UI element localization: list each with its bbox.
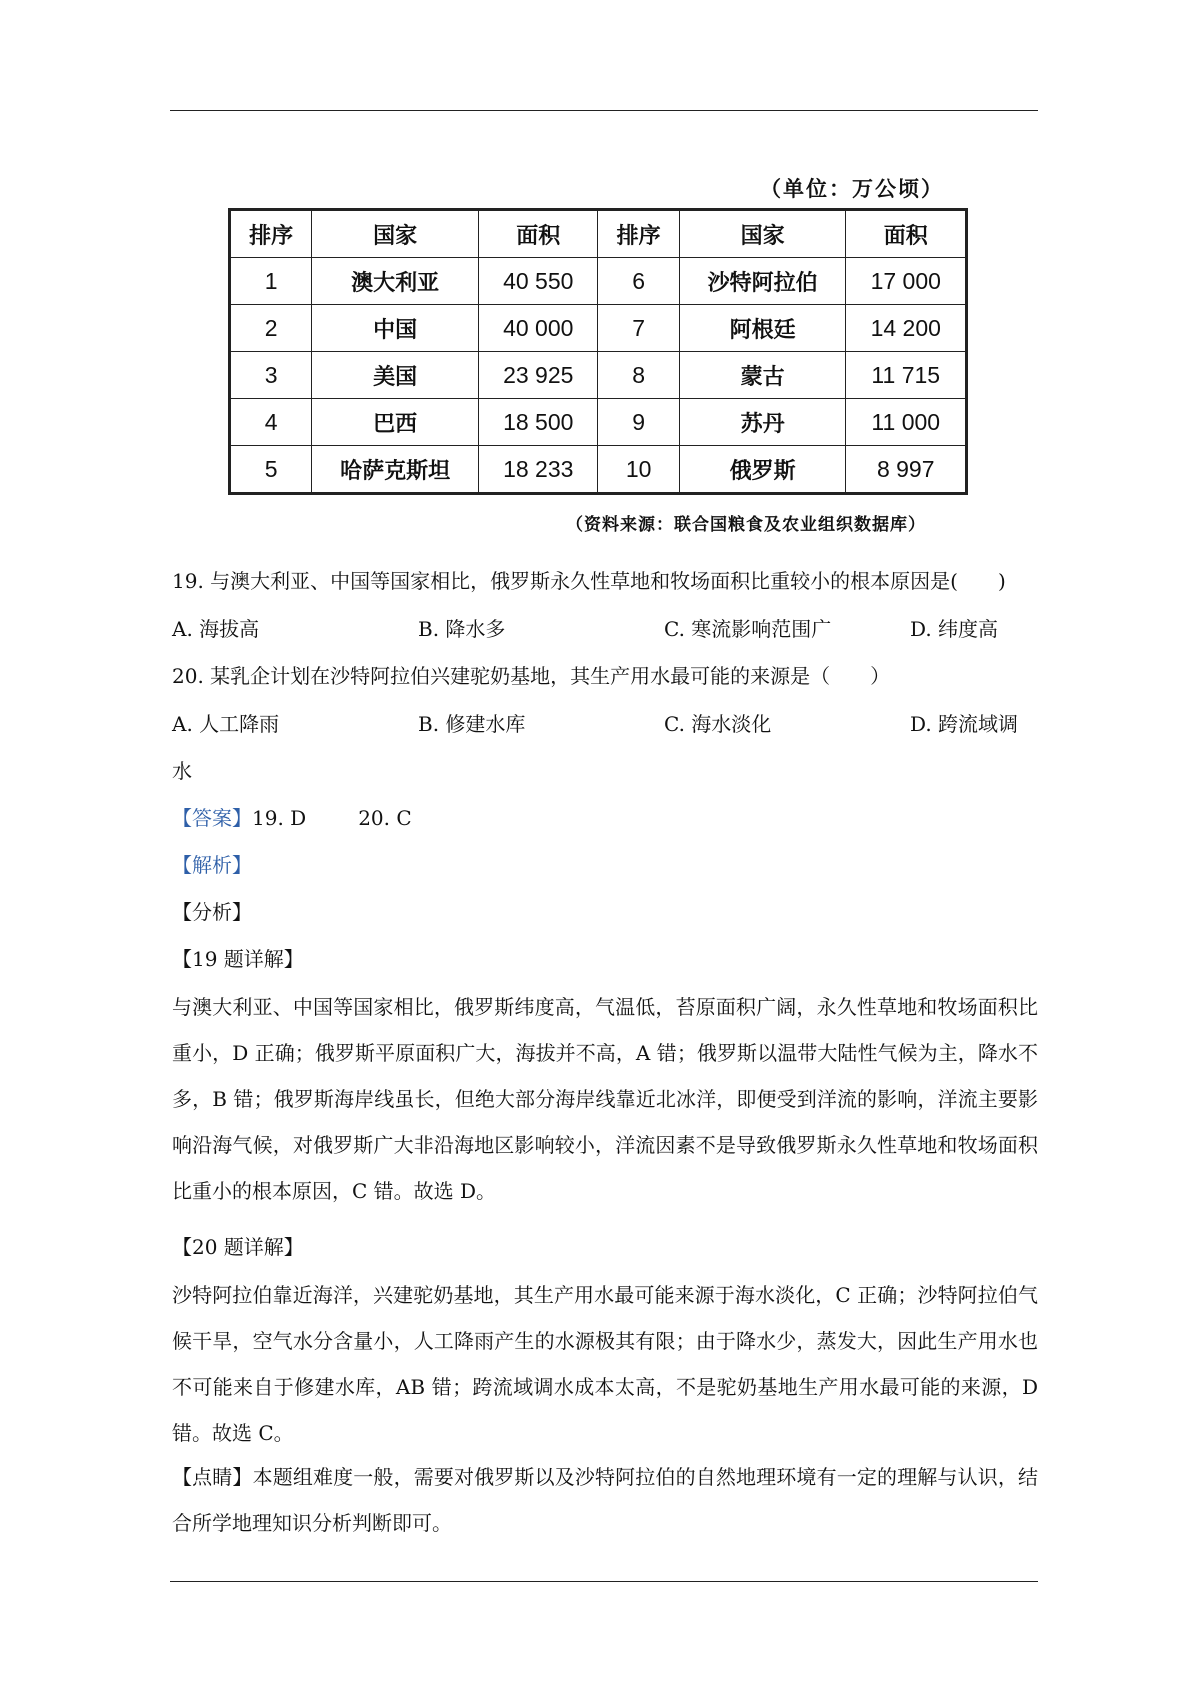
question-20-options — [172, 709, 1040, 739]
table-cell: 14 200 — [846, 305, 967, 352]
table-cell: 俄罗斯 — [679, 446, 846, 494]
header-cell: 面积 — [846, 210, 967, 258]
answer-20: 20. C — [358, 806, 412, 830]
table-cell: 美国 — [312, 352, 479, 399]
table-cell: 17 000 — [846, 258, 967, 305]
answer-tag: 【答案】 — [172, 806, 252, 830]
table-cell: 1 — [230, 258, 312, 305]
question-19: 19. 与澳大利亚、中国等国家相比，俄罗斯永久性草地和牧场面积比重较小的根本原因是( ) — [172, 569, 1006, 593]
footer-rule — [170, 1581, 1038, 1582]
detail-19-tag: 【19 题详解】 — [172, 947, 304, 971]
header-cell: 国家 — [679, 210, 846, 258]
table-row — [230, 352, 967, 399]
table-cell: 巴西 — [312, 399, 479, 446]
table-header-row — [230, 210, 967, 258]
header-cell: 国家 — [312, 210, 479, 258]
detail-19-text: 与澳大利亚、中国等国家相比，俄罗斯纬度高，气温低，苔原面积广阔，永久性草地和牧场面积比重小，D 正确；俄罗斯平原面积广大，海拔并不高，A 错；俄罗斯以温带大陆性气候为主，降水不多，B 错；俄罗斯海岸线虽长，但绝大部分海岸线靠近北冰洋，即便受到洋流的影响，洋流主要影响沿海气候，对俄罗斯广大非沿海地区影响较小，洋流因素不是导致俄罗斯永久性草地和牧场面积比重小的根本原因，C 错。故选 D。 — [172, 995, 1038, 1203]
table-source: （资料来源：联合国粮食及农业组织数据库） — [566, 515, 926, 535]
analysis-tag: 【解析】 — [172, 853, 252, 877]
table-cell: 澳大利亚 — [312, 258, 479, 305]
table-cell: 10 — [598, 446, 679, 494]
fenxi-tag: 【分析】 — [172, 900, 252, 924]
table-cell: 8 — [598, 352, 679, 399]
point-text: 本题组难度一般，需要对俄罗斯以及沙特阿拉伯的自然地理环境有一定的理解与认识，结合所学地理知识分析判断即可。 — [172, 1465, 1039, 1535]
table-cell: 40 550 — [479, 258, 598, 305]
table-row — [230, 305, 967, 352]
question-20: 20. 某乳企计划在沙特阿拉伯兴建驼奶基地，其生产用水最可能的来源是（ ） — [172, 664, 891, 688]
table-cell: 4 — [230, 399, 312, 446]
table-cell: 18 500 — [479, 399, 598, 446]
table-cell: 11 715 — [846, 352, 967, 399]
answer-line — [172, 803, 412, 833]
table-row — [230, 446, 967, 494]
option-a: A. 海拔高 — [172, 617, 260, 641]
point-paragraph — [172, 1454, 1038, 1546]
table-cell: 8 997 — [846, 446, 967, 494]
header-cell: 排序 — [598, 210, 679, 258]
table-cell: 18 233 — [479, 446, 598, 494]
table-cell: 阿根廷 — [679, 305, 846, 352]
detail-20-tag: 【20 题详解】 — [172, 1235, 304, 1259]
option-d: D. 纬度高 — [910, 617, 999, 641]
option-c: C. 寒流影响范围广 — [664, 617, 832, 641]
table-row — [230, 399, 967, 446]
table-cell: 3 — [230, 352, 312, 399]
option-d: D. 跨流域调 — [910, 712, 1019, 736]
table-row — [230, 258, 967, 305]
question-19-options — [172, 614, 1040, 644]
table-cell: 5 — [230, 446, 312, 494]
answer-19: 19. D — [252, 806, 307, 830]
table-cell: 11 000 — [846, 399, 967, 446]
option-a: A. 人工降雨 — [172, 712, 280, 736]
table-cell: 9 — [598, 399, 679, 446]
table-cell: 2 — [230, 305, 312, 352]
table-cell: 6 — [598, 258, 679, 305]
detail-20-text: 沙特阿拉伯靠近海洋，兴建驼奶基地，其生产用水最可能来源于海水淡化，C 正确；沙特阿拉伯气候干旱，空气水分含量小，人工降雨产生的水源极其有限；由于降水少，蒸发大，因此生产用水也不可能来自于修建水库，AB 错；跨流域调水成本太高，不是驼奶基地生产用水最可能的来源，D 错。故选 C。 — [172, 1283, 1038, 1445]
table-cell: 40 000 — [479, 305, 598, 352]
option-b: B. 修建水库 — [418, 712, 526, 736]
table-cell: 23 925 — [479, 352, 598, 399]
option-d-wrap: 水 — [172, 759, 192, 783]
table-cell: 蒙古 — [679, 352, 846, 399]
table-cell: 哈萨克斯坦 — [312, 446, 479, 494]
table-cell: 中国 — [312, 305, 479, 352]
table-unit: （单位：万公顷） — [760, 176, 944, 201]
header-cell: 面积 — [479, 210, 598, 258]
option-b: B. 降水多 — [418, 617, 506, 641]
option-c: C. 海水淡化 — [664, 712, 772, 736]
header-cell: 排序 — [230, 210, 312, 258]
header-rule — [170, 110, 1038, 111]
table-cell: 苏丹 — [679, 399, 846, 446]
grassland-area-table — [228, 208, 968, 495]
table-cell: 7 — [598, 305, 679, 352]
table-cell: 沙特阿拉伯 — [679, 258, 846, 305]
point-tag: 【点睛】 — [172, 1465, 253, 1489]
